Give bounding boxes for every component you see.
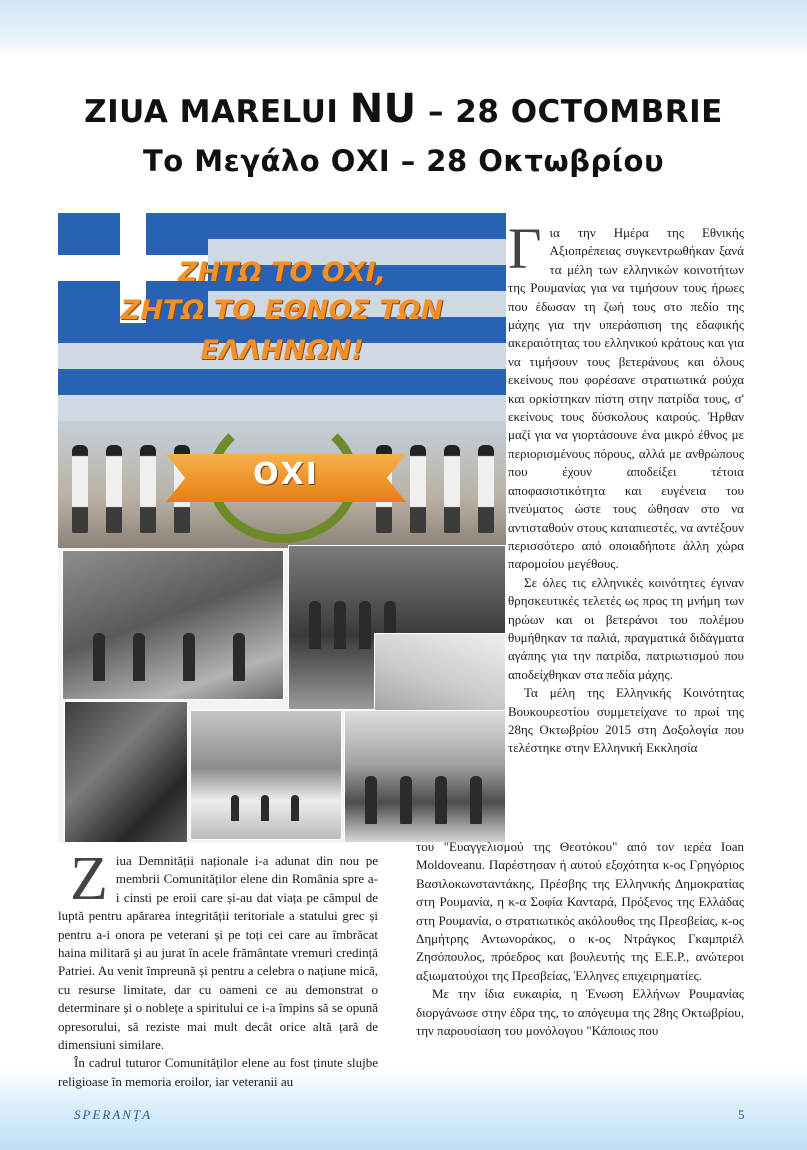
title-ro-prefix: ZIUA MARELUI <box>84 94 339 130</box>
soldier-figure <box>291 795 299 821</box>
article-gr-paragraph-3-rest: του "Ευαγγελισμού της Θεοτόκου" από τον ιερέα Ioan Moldoveanu. Παρέστησαν ή αυτού εξοχότητα κ-ος Γρηγόριος Βασιλοκωνσταντάκης, Πρέσβης της Ελληνικής Δημοκρατίας στη Ρουμανία, η κ-α Σοφία Κανταρά, Πρόξενος της Ελλάδας στη Ρουμανία, ο στρατιωτικός ακόλουθος της Πρεσβείας, κ-ος Δημήτρης Αντωνοράκος, ο κ-ος Ντράγκος Γκαμπριέλ Ζησόπουλος, πρόεδρος και βουλευτής της Ε.Ε.Ρ., ανώτεροι αξιωματούχοι της Πρεσβείας, Έλληνες επιχειρηματίες. <box>416 839 744 983</box>
person-figure <box>359 601 371 649</box>
ribbon-text: ΟΧΙ <box>253 457 319 492</box>
evzone-figure <box>478 445 494 533</box>
person-figure <box>470 776 482 824</box>
archive-photo-portraits <box>64 701 188 843</box>
archive-photo-snow-field <box>374 633 506 711</box>
article-greek-column <box>508 216 744 758</box>
article-gr-p1-text: ια την Ημέρα της Εθνικής Αξιοπρέπειας συγκεντρωθήκαν ξανά τα μέλη των ελληνικών κοινοτήτων της Ρουμανίας για να τιμήσουν τους ήρωες που έδωσαν τη ζωή τους στο πεδίο της μάχης για την υπεράσπιση της εδαφικής ακεραιότητας του ελληνικού κράτους και για να τιμήσουν τους βετεράνους και όλους εκείνους που φορέσανε στρατιωτικά ρούχα και ορκίστηκαν πίστη στην πατρίδα τους, σ' εκείνους τους δύσκολους καιρούς. Ήρθαν μαζί για να γιορτάσουνε ένα μικρό έθνος με περιορισμένους πόρους, αλλά με ανθρώπους που έχουν αποδείξει τέτοια αποφασιστικότητα και ευγένεια του πνεύματος ώστε τους ώθησαν στο να αντισταθούν στους καταπιεστές, να αντέξουν περισσότερο από οποιαδήποτε άλλη χώρα παρομοίου μεγέθους. <box>508 225 744 572</box>
archive-photo-winter-village <box>190 710 342 840</box>
dropcap-z: Z <box>70 845 108 913</box>
article-gr-paragraph-4: Με την ίδια ευκαιρία, η Ένωση Ελλήνων Ρουμανίας διοργάνωσε στην έδρα της, το απόγευμα της 28ης Οκτωβρίου, την παρουσίαση του μονόλογου "Κάποιος που <box>416 986 744 1039</box>
person-figure <box>400 776 412 824</box>
poster-slogan-line-3: ΕΛΛΗΝΩΝ! <box>200 335 364 366</box>
ochi-poster <box>58 213 506 548</box>
evzone-figure <box>444 445 460 533</box>
title-ro-nu: NU <box>349 86 417 132</box>
article-gr-paragraph-1 <box>508 216 744 574</box>
page-number: 5 <box>738 1107 745 1122</box>
soldier-figure <box>261 795 269 821</box>
person-figure <box>365 776 377 824</box>
article-gr-paragraph-2: Σε όλες τις ελληνικές κοινότητες έγιναν θρησκευτικές τελετές ως προς τη μνήμη των ηρώων και οι βετεράνοι του πολέμου θυμήθηκαν τα παλιά, πραγματικά διδάγματα αγάπης για την πατρίδα, πατριωτισμού που αποδείχθηκαν στα πεδία μάχης. <box>508 574 744 682</box>
person-figure <box>309 601 321 649</box>
archive-photo-soldiers-march <box>62 550 284 700</box>
soldier-figure <box>183 633 195 681</box>
article-romanian-column <box>58 845 378 1091</box>
dropcap-gamma: Γ <box>508 216 542 281</box>
soldier-figure <box>133 633 145 681</box>
top-color-band <box>0 0 807 58</box>
article-greek-continuation <box>416 838 744 1040</box>
person-figure <box>334 601 346 649</box>
article-ro-paragraph-1 <box>58 845 378 1054</box>
title-romanian <box>0 86 807 132</box>
evzone-figure <box>140 445 156 533</box>
poster-slogan-line-1: ΖΗΤΩ ΤΟ ΟΧΙ, <box>178 257 386 288</box>
evzone-figure <box>72 445 88 533</box>
soldier-figure <box>233 633 245 681</box>
evzone-figure <box>106 445 122 533</box>
archive-photo-women-soldiers <box>344 710 506 843</box>
article-ro-p1-text: iua Demnității naționale i-a adunat din nou pe membrii Comunităților elene din România spre a-i cinsti pe eroii care și-au dat viața pe câmpul de luptă pentru apărarea integrității teritoriale a statului grec și pentru a-i onora pe veterani și pe toți cei care au îmbrăcat haina militară și au jurat în acele frământate vremuri credință Patriei. Au venit împreună și pentru a celebra o națiune mică, cu resurse limitate, dar cu oameni ce au demonstrat o determinare și o noblețe a spiritului ce i-a împins să se opună opresorului, să reziste mai mult decât orice altă țară de dimensiuni similare. <box>58 853 378 1053</box>
article-gr-paragraph-3-start: Τα μέλη της Ελληνικής Κοινότητας Βουκουρεστίου συμμετείχανε το πρωί της 28ης Οκτωβρίου 2015 στη Δοξολογία που τελέστηκε στην Ελληνική Εκκλησία <box>508 685 744 756</box>
article-ro-paragraph-2: În cadrul tuturor Comunităților elene au fost ținute slujbe religioase în memoria eroilor, iar veteranii au <box>58 1055 378 1089</box>
person-figure <box>435 776 447 824</box>
title-ro-suffix: – 28 OCTOMBRIE <box>427 94 723 130</box>
photo-collage <box>58 213 506 843</box>
magazine-name: SPERANȚA <box>74 1107 153 1122</box>
evzone-figure <box>410 445 426 533</box>
soldier-figure <box>231 795 239 821</box>
flag-stripe <box>58 369 506 395</box>
soldier-figure <box>93 633 105 681</box>
title-greek: Το Μεγάλο ΟΧΙ – 28 Οκτωβρίου <box>142 144 665 178</box>
poster-slogan-line-2: ΖΗΤΩ ΤΟ ΕΘΝΟΣ ΤΩΝ <box>120 295 444 326</box>
